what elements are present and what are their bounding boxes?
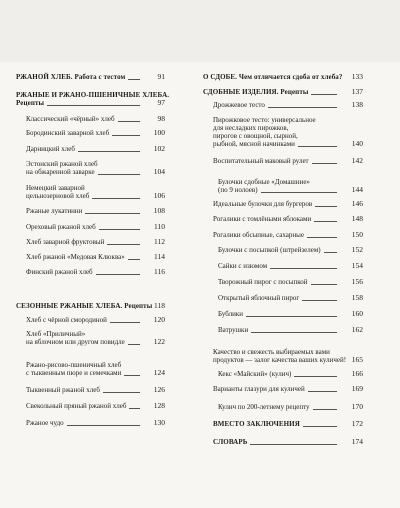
toc-page-number: 158 bbox=[351, 293, 363, 302]
toc-entry-line: цельнозерновой хлеб bbox=[26, 192, 90, 200]
toc-leader-line bbox=[246, 316, 337, 317]
toc-entry-line: Хлеб заварной фруктовый bbox=[26, 238, 105, 246]
toc-entry-line: Финский ржаной хлеб bbox=[26, 268, 93, 276]
toc-page-number: 137 bbox=[351, 87, 363, 96]
toc-entry-line: Рецепты bbox=[16, 99, 45, 107]
toc-entry-line: Булочки с посыпкой (штрейзелем) bbox=[218, 246, 321, 254]
toc-entry-line: Хлеб ржаной «Медовая Клюква» bbox=[26, 253, 125, 261]
toc-page-number: 91 bbox=[157, 72, 165, 81]
toc-entry-line: Тыквенный ржаной хлеб bbox=[26, 386, 100, 394]
toc-leader-line bbox=[307, 237, 337, 238]
toc-entry bbox=[218, 246, 363, 254]
toc-page-number: 120 bbox=[153, 315, 165, 324]
toc-page-number: 126 bbox=[153, 385, 165, 394]
toc-page-number: 124 bbox=[153, 368, 165, 377]
toc-entry bbox=[213, 101, 363, 109]
toc-section-heading bbox=[213, 438, 363, 446]
toc-leader-line bbox=[261, 192, 337, 193]
toc-entry-line: пирогов с овощной, сырной, bbox=[213, 132, 298, 140]
toc-entry-line: СЕЗОННЫЕ РЖАНЫЕ ХЛЕБА. Рецепты bbox=[16, 302, 153, 310]
toc-leader-line bbox=[312, 163, 337, 164]
toc-entry-line: СДОБНЫЕ ИЗДЕЛИЯ. Рецепты bbox=[203, 88, 309, 96]
toc-page-number: 150 bbox=[351, 230, 363, 239]
toc-page-number: 144 bbox=[351, 185, 363, 194]
toc-page-number: 166 bbox=[351, 369, 363, 378]
toc-leader-line bbox=[315, 206, 337, 207]
toc-entry-line: рыбной, мясной начинками bbox=[213, 140, 295, 148]
toc-entry-line: на яблочном или другом повидле bbox=[26, 338, 125, 346]
toc-entry-line: Воспитательный маковый рулет bbox=[213, 157, 309, 165]
toc-leader-line bbox=[251, 332, 337, 333]
toc-entry-line: Творожный пирог с посыпкой bbox=[218, 278, 308, 286]
toc-entry-line: Кекс «Майский» (кулич) bbox=[218, 370, 292, 378]
toc-entry-line: на обжаренной заварке bbox=[26, 168, 95, 176]
toc-page-number: 128 bbox=[153, 401, 165, 410]
toc-entry bbox=[218, 294, 363, 302]
toc-entry-title bbox=[203, 73, 363, 81]
toc-entry bbox=[218, 403, 363, 411]
toc-page-number: 169 bbox=[351, 384, 363, 393]
toc-page-number: 108 bbox=[153, 206, 165, 215]
toc-page-number: 165 bbox=[351, 355, 363, 364]
toc-entry bbox=[213, 385, 363, 393]
toc-section-heading bbox=[203, 73, 363, 81]
toc-entry-line: СЛОВАРЬ bbox=[213, 438, 248, 446]
toc-leader-line bbox=[302, 300, 337, 301]
toc-section-heading bbox=[213, 420, 363, 428]
toc-page-number: 97 bbox=[157, 98, 165, 107]
toc-entry-line: Открытый яблочный пирог bbox=[218, 294, 300, 302]
toc-entry-line: Пирожковое тесто: универсальное bbox=[213, 116, 316, 124]
toc-entry-line: Эстонский ржаной хлеб bbox=[26, 160, 98, 168]
toc-page-number: 98 bbox=[157, 114, 165, 123]
toc-entry-line: Качество и свежесть выбираемых вами bbox=[213, 348, 330, 356]
toc-entry-line: Ржаное чудо bbox=[26, 419, 64, 427]
toc-page-number: 172 bbox=[351, 419, 363, 428]
toc-entry-line: продуктов — залог качества ваших куличей! bbox=[213, 356, 347, 364]
toc-leader-line bbox=[313, 409, 337, 410]
toc-page-number: 156 bbox=[351, 277, 363, 286]
toc-page-number: 130 bbox=[153, 418, 165, 427]
toc-entry-line: Ржано-рисово-пшеничный хлеб bbox=[26, 361, 122, 369]
toc-leader-line bbox=[303, 426, 337, 427]
toc-leader-line bbox=[311, 94, 337, 95]
toc-entry bbox=[213, 348, 363, 364]
toc-entry-line: РЖАНОЙ ХЛЕБ. Работа с тестом bbox=[16, 73, 126, 81]
toc-page-number: 100 bbox=[153, 128, 165, 137]
toc-entry-line: Рогалики обсыпные, сахарные bbox=[213, 231, 304, 239]
toc-entry-line: ВМЕСТО ЗАКЛЮЧЕНИЯ bbox=[213, 420, 300, 428]
toc-entry-line: Дарницкий хлеб bbox=[26, 145, 75, 153]
toc-page-number: 110 bbox=[154, 222, 165, 231]
toc-page-number: 138 bbox=[351, 100, 363, 109]
toc-entry bbox=[213, 116, 363, 148]
toc-leader-line bbox=[311, 284, 337, 285]
toc-page-number: 114 bbox=[154, 252, 165, 261]
toc-page-number: 102 bbox=[153, 144, 165, 153]
toc-entry bbox=[218, 178, 363, 194]
toc-entry-line: Бублики bbox=[218, 310, 244, 318]
toc-entry bbox=[213, 157, 363, 165]
toc-page-number: 170 bbox=[351, 402, 363, 411]
toc-entry-line: Дрожжевое тесто bbox=[213, 101, 265, 109]
toc-entry-line: Свекольный пряный ржаной хлеб bbox=[26, 402, 127, 410]
toc-entry-line: Кулич по 200-летнему рецепту bbox=[218, 403, 310, 411]
toc-entry-line: Ржаные лукатинни bbox=[26, 207, 83, 215]
toc-entry-line: Ватрушки bbox=[218, 326, 249, 334]
toc-leader-line bbox=[308, 391, 337, 392]
toc-entry-line: для несладких пирожков, bbox=[213, 124, 289, 132]
toc-entry-line: Рогалики с томлёными яблоками bbox=[213, 215, 312, 223]
toc-page-number: 142 bbox=[351, 156, 363, 165]
toc-page-number: 160 bbox=[351, 309, 363, 318]
toc-leader-line bbox=[298, 146, 337, 147]
toc-entry-line: Бородинский заварной хлеб bbox=[26, 129, 110, 137]
toc-page-number: 146 bbox=[351, 199, 363, 208]
toc-entry-line: Классический «чёрный» хлеб bbox=[26, 115, 115, 123]
toc-page-number: 104 bbox=[153, 167, 165, 176]
toc-section-heading bbox=[203, 88, 363, 96]
toc-entry-line: Хлеб «Приличный» bbox=[26, 330, 86, 338]
toc-entry bbox=[218, 310, 363, 318]
toc-entry-line: О СДОБЕ. Чем отличается сдоба от хлеба? bbox=[203, 73, 343, 81]
toc-entry bbox=[218, 370, 363, 378]
toc-entry bbox=[218, 262, 363, 270]
toc-entry-line: Хлеб с чёрной смородиной bbox=[26, 316, 107, 324]
toc-page-number: 116 bbox=[154, 267, 165, 276]
toc-entry-line: с тыквенным пюре и семечками bbox=[26, 369, 122, 377]
toc-entry bbox=[213, 215, 363, 223]
toc-entry-title bbox=[203, 88, 363, 96]
toc-entry-line: Булочки сдобные «Домашние» bbox=[218, 178, 310, 186]
toc-page-number: 140 bbox=[351, 139, 363, 148]
toc-page-number: 174 bbox=[351, 437, 363, 446]
toc-page-number: 122 bbox=[153, 337, 165, 346]
toc-entry bbox=[213, 200, 363, 208]
toc-leader-line bbox=[294, 376, 337, 377]
toc-entry-line: Варианты глазури для куличей bbox=[213, 385, 305, 393]
toc-page-number: 106 bbox=[153, 191, 165, 200]
toc-page-number: 133 bbox=[351, 72, 363, 81]
toc-entry bbox=[218, 278, 363, 286]
toc-page-number: 148 bbox=[351, 214, 363, 223]
toc-leader-line bbox=[268, 107, 337, 108]
toc-entry-line: РЖАНЫЕ И РЖАНО-ПШЕНИЧНЫЕ ХЛЕБА. bbox=[16, 91, 170, 99]
toc-entry bbox=[218, 326, 363, 334]
toc-entry-line: (по 9 нолоев) bbox=[218, 186, 258, 194]
toc-leader-line bbox=[314, 221, 337, 222]
toc-entry-line: Идеальные булочки для бургеров bbox=[213, 200, 313, 208]
toc-page-number: 154 bbox=[351, 261, 363, 270]
toc-leader-line bbox=[270, 268, 337, 269]
toc-leader-line bbox=[324, 252, 337, 253]
toc-page-number: 118 bbox=[154, 301, 165, 310]
toc-page-number: 152 bbox=[351, 245, 363, 254]
toc-leader-line bbox=[250, 444, 337, 445]
toc-entry-line: Немецкий заварной bbox=[26, 184, 85, 192]
toc-page-number: 112 bbox=[154, 237, 165, 246]
toc-page-number: 162 bbox=[351, 325, 363, 334]
toc-entry-line: Ореховый ржаной хлеб bbox=[26, 223, 96, 231]
toc-entry bbox=[213, 231, 363, 239]
toc-entry-line: Сайки с изюмом bbox=[218, 262, 268, 270]
